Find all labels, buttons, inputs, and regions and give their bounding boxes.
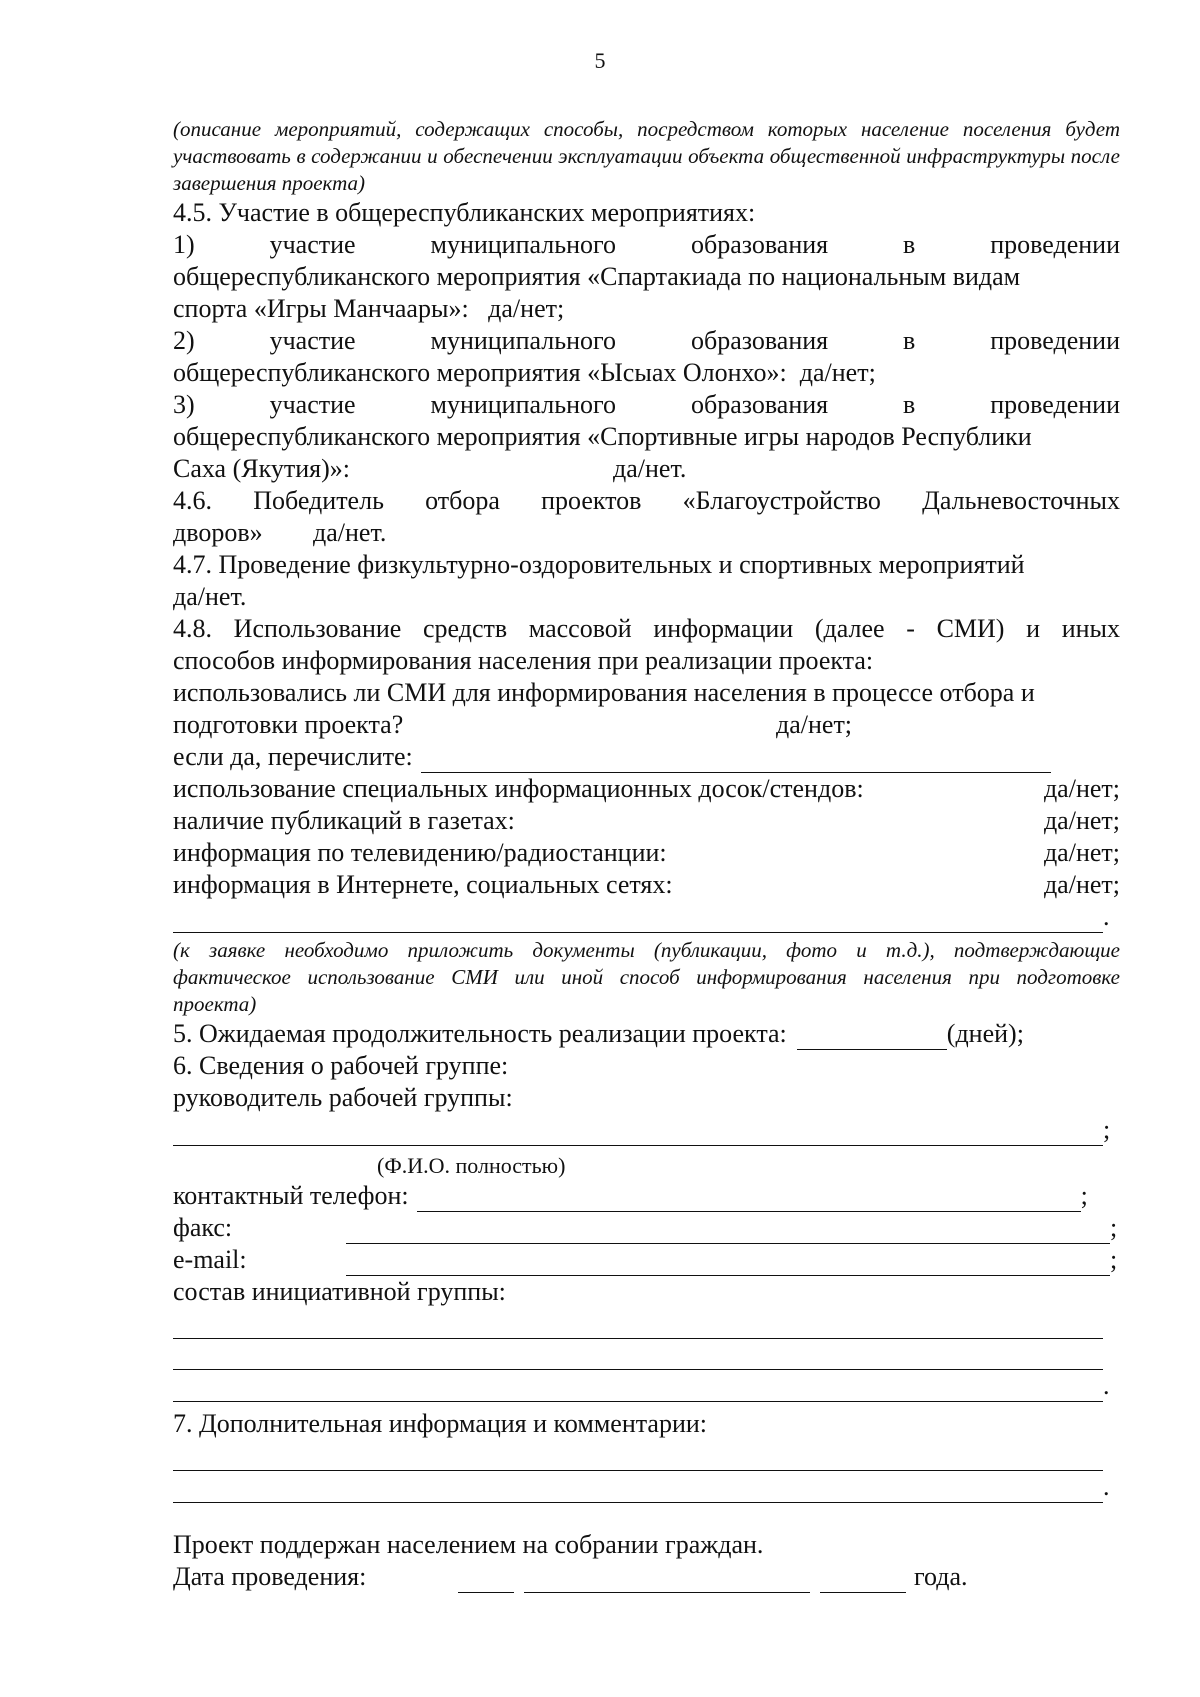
s6-email-row <box>173 1244 1120 1276</box>
footer-date-label: Дата проведения: <box>173 1562 367 1591</box>
footer-day-field[interactable] <box>458 1568 514 1593</box>
s7-row <box>173 1471 1120 1503</box>
s48-blank-field[interactable] <box>173 902 1103 933</box>
s48-list-field[interactable] <box>421 748 1051 773</box>
s6-heading: 6. Сведения о рабочей группе: <box>173 1051 509 1080</box>
footer-year-suffix: года. <box>914 1562 968 1591</box>
s5-row <box>173 1018 1120 1050</box>
s6-group-row <box>173 1370 1120 1402</box>
s48-question-line1: использовались ли СМИ для информирования населения в процессе отбора и <box>173 678 1035 707</box>
s6-group-field[interactable] <box>173 1339 1103 1370</box>
s45-item1-line2: общереспубликанского мероприятия «Спартакиада по национальным видам <box>173 262 1021 291</box>
s6-fax-row <box>173 1212 1120 1244</box>
s45-heading: 4.5. Участие в общереспубликанских мероприятиях: <box>173 198 756 227</box>
s46-value: да/нет. <box>313 518 387 547</box>
s45-item3-line3 <box>173 453 1120 485</box>
s5-label: 5. Ожидаемая продолжительность реализации проекта: <box>173 1019 787 1048</box>
s7-row <box>173 1440 1120 1471</box>
s48-row-label: наличие публикаций в газетах: <box>173 806 515 835</box>
s5-suffix: (дней); <box>946 1019 1024 1048</box>
s6-group-row <box>173 1308 1120 1339</box>
s7-field[interactable] <box>173 1472 1103 1503</box>
s48-row-value: да/нет; <box>1043 806 1120 835</box>
s48-row <box>173 869 1120 901</box>
s48-list-label: если да, перечислите: <box>173 742 413 771</box>
s6-group-label: состав инициативной группы: <box>173 1277 506 1306</box>
s48-question-value: да/нет; <box>776 710 853 739</box>
s6-leader-row <box>173 1114 1120 1146</box>
s48-list-row <box>173 741 1120 773</box>
s48-question-label: подготовки проекта? <box>173 710 404 739</box>
s5-days-field[interactable] <box>797 1025 947 1050</box>
s6-fax-field[interactable] <box>346 1219 1110 1244</box>
s48-row-value: да/нет; <box>1043 870 1120 899</box>
s45-item3-line1: 3) участие муниципального образования в проведении <box>173 390 1120 419</box>
s6-phone-field[interactable] <box>417 1187 1081 1212</box>
s6-leader-end: ; <box>1103 1115 1111 1144</box>
s48-row <box>173 837 1120 869</box>
form-content <box>173 116 1120 1593</box>
s6-fax-label: факс: <box>173 1213 233 1242</box>
s45-item3-value: да/нет. <box>613 454 687 483</box>
s48-line1: 4.8. Использование средств массовой информации (далее - СМИ) и иных <box>173 614 1120 643</box>
s48-blank-end: . <box>1103 902 1110 931</box>
s48-row <box>173 773 1120 805</box>
intro-note: (описание мероприятий, содержащих способы, посредством которых население поселения будет участвовать в содержании и обеспечении эксплуатации объекта общественной инфраструктуры после завершения проекта) <box>173 117 1120 195</box>
s6-email-field[interactable] <box>346 1251 1110 1276</box>
s6-leader-field[interactable] <box>173 1115 1103 1146</box>
s48-row-label: информация в Интернете, социальных сетях: <box>173 870 673 899</box>
s6-leader-label: руководитель рабочей группы: <box>173 1083 513 1112</box>
s6-phone-end: ; <box>1080 1181 1088 1210</box>
footer-date-row <box>173 1561 1120 1593</box>
s48-blank-row <box>173 901 1120 933</box>
s46-label: дворов» <box>173 518 263 547</box>
s45-item2-line1: 2) участие муниципального образования в проведении <box>173 326 1120 355</box>
s48-question-line2 <box>173 709 1120 741</box>
s48-row-label: информация по телевидению/радиостанции: <box>173 838 667 867</box>
s48-row <box>173 805 1120 837</box>
s6-phone-label: контактный телефон: <box>173 1181 409 1210</box>
s45-item1-line1: 1) участие муниципального образования в проведении <box>173 230 1120 259</box>
s48-note: (к заявке необходимо приложить документы (публикации, фото и т.д.), подтверждающие фактическое использование СМИ или иной способ информирования населения при подготовке проекта) <box>173 938 1120 1016</box>
s45-item3-line2: общереспубликанского мероприятия «Спортивные игры народов Республики <box>173 422 1032 451</box>
footer-year-field[interactable] <box>820 1568 906 1593</box>
s45-item1-line3: спорта «Игры Манчаары»: да/нет; <box>173 294 565 323</box>
s47-line1: 4.7. Проведение физкультурно-оздоровительных и спортивных мероприятий <box>173 550 1025 579</box>
s6-group-row <box>173 1339 1120 1370</box>
s47-line2: да/нет. <box>173 582 247 611</box>
footer-supported: Проект поддержан населением на собрании граждан. <box>173 1530 764 1559</box>
page-number: 5 <box>594 48 606 73</box>
s46-line2 <box>173 517 1120 549</box>
s7-heading: 7. Дополнительная информация и комментарии: <box>173 1409 708 1438</box>
s6-email-label: e-mail: <box>173 1245 247 1274</box>
s7-field[interactable] <box>173 1440 1103 1471</box>
s6-fax-end: ; <box>1110 1213 1118 1242</box>
s48-row-label: использование специальных информационных досок/стендов: <box>173 774 864 803</box>
s6-group-field[interactable] <box>173 1371 1103 1402</box>
s6-fio-caption: (Ф.И.О. полностью) <box>377 1153 566 1178</box>
s48-line2: способов информирования населения при реализации проекта: <box>173 646 874 675</box>
s45-item3-label: Саха (Якутия)»: <box>173 454 350 483</box>
s6-group-end: . <box>1103 1371 1110 1400</box>
s6-email-end: ; <box>1110 1245 1118 1274</box>
s48-row-value: да/нет; <box>1043 774 1120 803</box>
s46-line1: 4.6. Победитель отбора проектов «Благоустройство Дальневосточных <box>173 486 1120 515</box>
footer-month-field[interactable] <box>524 1568 810 1593</box>
s48-row-value: да/нет; <box>1043 838 1120 867</box>
s6-group-field[interactable] <box>173 1308 1103 1339</box>
s6-phone-row <box>173 1180 1120 1212</box>
s45-item2-line2: общереспубликанского мероприятия «Ысыах Олонхо»: да/нет; <box>173 358 876 387</box>
s7-end: . <box>1103 1472 1110 1501</box>
